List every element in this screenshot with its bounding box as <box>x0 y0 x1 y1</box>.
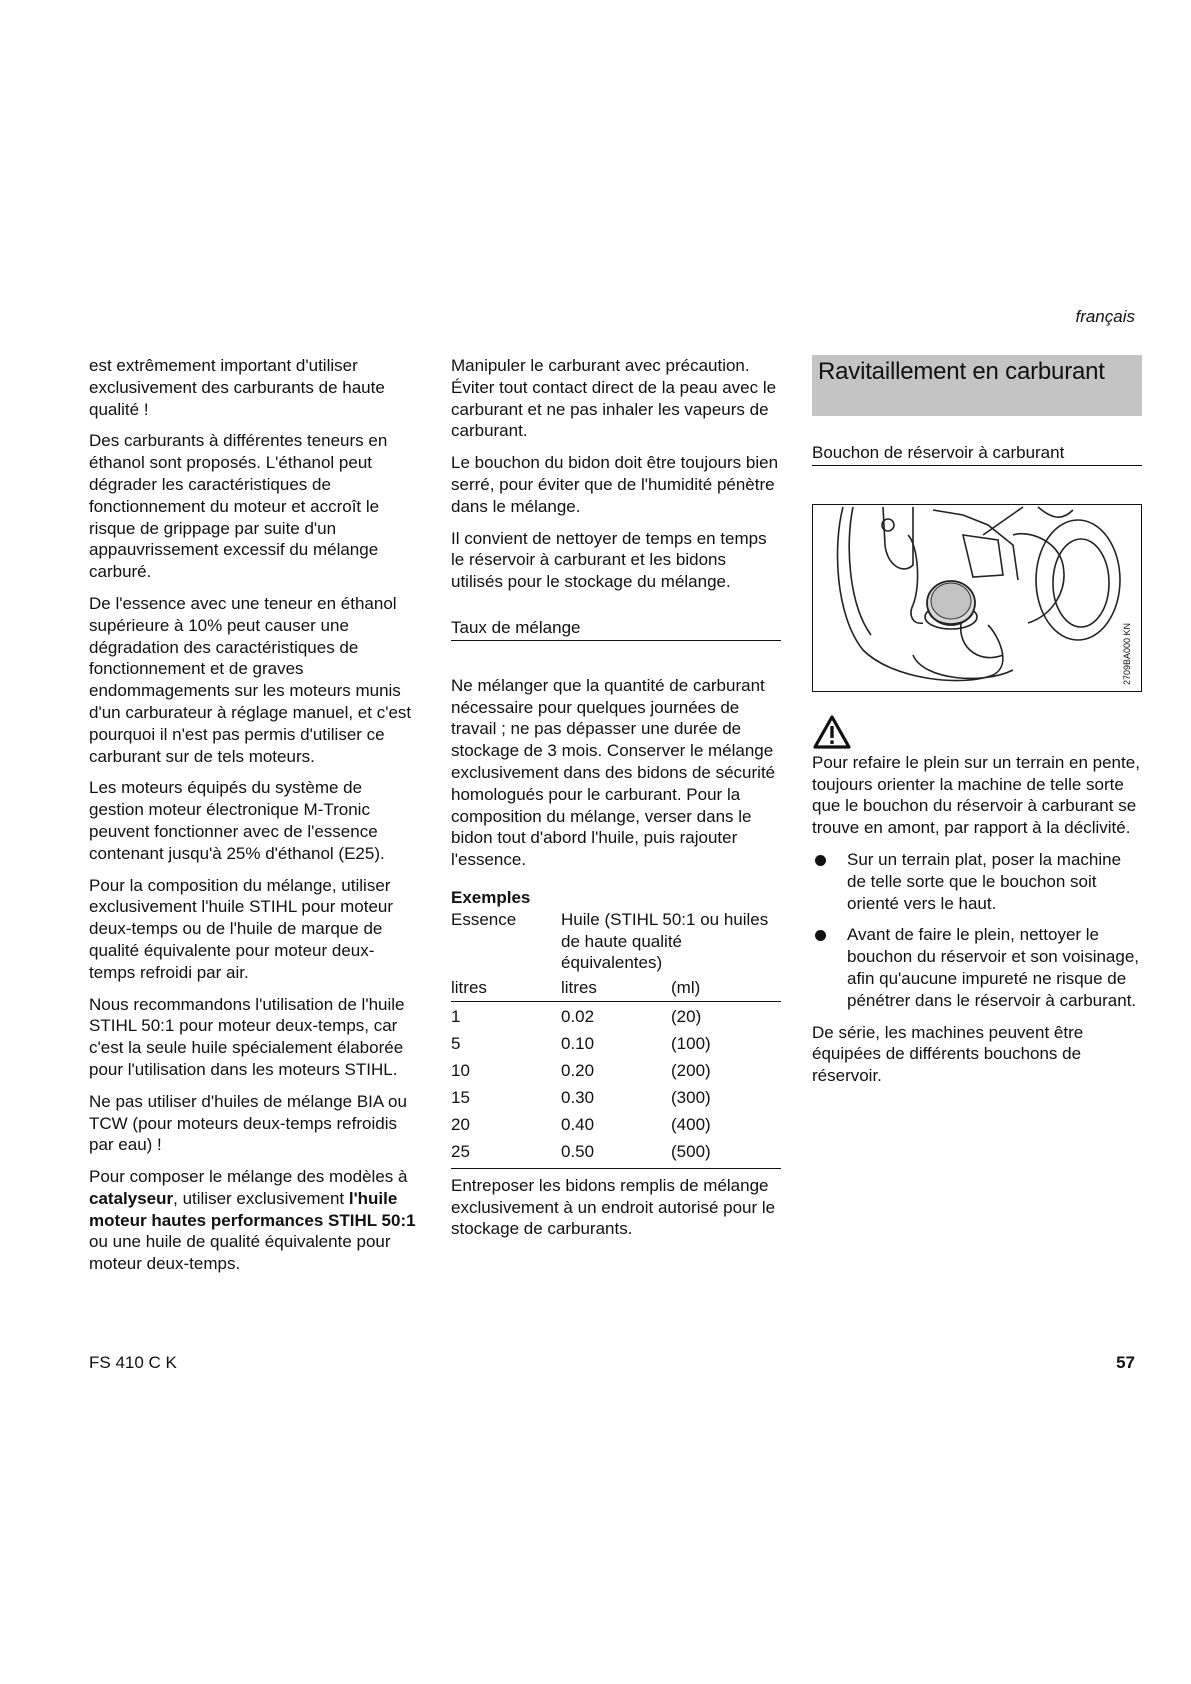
table-cell: 0.40 <box>561 1114 595 1134</box>
paragraph-closing: De série, les machines peuvent être équipées de différents bouchons de réservoir. <box>812 1022 1084 1086</box>
subheading-fuel-cap: Bouchon de réservoir à carburant <box>812 442 1142 466</box>
table-cell: (ml) <box>671 977 781 1002</box>
bullet-icon <box>815 855 826 866</box>
warning-icon <box>812 714 852 750</box>
table-cell: (500) <box>671 1141 781 1169</box>
table-cell: 0.30 <box>561 1087 595 1107</box>
table-cell: 20 <box>451 1114 470 1134</box>
table-cell: 0.50 <box>561 1141 671 1169</box>
table-cell: 10 <box>451 1060 470 1080</box>
table-cell: 15 <box>451 1087 470 1107</box>
paragraph: Il convient de nettoyer de temps en temps le réservoir à carburant et les bidons utilisés pour le stockage du mélange. <box>451 528 767 592</box>
table-cell: (100) <box>671 1033 711 1053</box>
table-row <box>451 1141 781 1169</box>
table-row <box>451 1087 781 1114</box>
table-cell: (400) <box>671 1114 711 1134</box>
bullet-text: Sur un terrain plat, poser la machine de telle sorte que le bouchon soit orienté vers le haut. <box>847 849 1122 913</box>
table-cell: (200) <box>671 1060 711 1080</box>
table-row <box>451 1033 781 1060</box>
table-head-cell: Huile (STIHL 50:1 ou huiles de haute qualité équivalentes) <box>561 909 769 973</box>
table-row <box>451 1060 781 1087</box>
language-label: français <box>1075 307 1135 326</box>
paragraph: Le bouchon du bidon doit être toujours bien serré, pour éviter que de l'humidité pénètre dans le mélange. <box>451 453 779 516</box>
text: Pour composer le mélange des modèles à <box>89 1167 408 1187</box>
table-cell: 0.20 <box>561 1060 595 1080</box>
column-right <box>812 355 1142 1097</box>
paragraph-mix: Ne mélanger que la quantité de carburant nécessaire pour quelques journées de travail ; ne pas dépasser une durée de stockage de 3 mois. Conserver le mélange exclusivement dans des bidons de sécurité homologués pour le carburant. Pour la composition du mélange, verser dans le bidon tout d'abord l'huile, puis rajouter l'essence. <box>451 675 776 870</box>
subheading-mix-ratio: Taux de mélange <box>451 617 781 641</box>
paragraph-warning: Pour refaire le plein sur un terrain en pente, toujours orienter la machine de telle sorte que le bouchon du réservoir à carburant se trouve en amont, par rapport à la déclivité. <box>812 752 1140 838</box>
table-head-cell: Essence <box>451 909 517 929</box>
page-number: 57 <box>1116 1353 1135 1372</box>
text: ou une huile de qualité équivalente pour moteur deux-temps. <box>89 1232 391 1274</box>
bullet-item <box>812 924 1142 1011</box>
table-head-row <box>451 909 781 977</box>
table-cell: 0.10 <box>561 1033 595 1053</box>
table-cell: 25 <box>451 1141 561 1169</box>
table-unit-row <box>451 977 781 1002</box>
paragraph: Des carburants à différentes teneurs en éthanol sont proposés. L'éthanol peut dégrader les caractéristiques de fonctionnement du moteur et accroît le risque de grippage par suite d'un appauvrissement excessif du mélange carburé. <box>89 431 388 582</box>
paragraph: Les moteurs équipés du système de gestion moteur électronique M-Tronic peuvent fonctionner avec de l'essence contenant jusqu'à 25% d'éthanol (E25). <box>89 778 385 863</box>
paragraph: Ne pas utiliser d'huiles de mélange BIA ou TCW (pour moteurs deux-temps refroidis par eau) ! <box>89 1091 407 1155</box>
table-cell: litres <box>451 977 561 1002</box>
table-cell: (20) <box>671 1006 702 1026</box>
bullet-item <box>812 849 1142 914</box>
figure-code: 2709BA000 KN <box>1122 622 1133 685</box>
fuel-cap-figure <box>812 504 1142 692</box>
paragraph: Pour la composition du mélange, utiliser exclusivement l'huile STIHL pour moteur deux-temps ou de l'huile de marque de qualité équivalente pour moteur deux-temps refroidi par air. <box>89 875 394 982</box>
column-left <box>89 355 419 1285</box>
paragraph-catalyst <box>89 1166 419 1275</box>
table-cell: 1 <box>451 1006 461 1026</box>
text: , utiliser exclusivement <box>173 1188 349 1208</box>
section-title: Ravitaillement en carburant <box>812 355 1142 416</box>
paragraph: De l'essence avec une teneur en éthanol supérieure à 10% peut causer une dégradation des caractéristiques de fonctionnement et de graves endommagements sur les moteurs munis d'un carburateur à réglage manuel, et c'est pourquoi il n'est pas permis d'utiliser ce carburant sur de tels moteurs. <box>89 593 412 766</box>
table-cell: 0.02 <box>561 1006 595 1026</box>
paragraph: est extrêmement important d'utiliser exclusivement des carburants de haute qualité ! <box>89 356 385 419</box>
table-row <box>451 1001 781 1033</box>
table-row <box>451 1114 781 1141</box>
paragraph: Manipuler le carburant avec précaution. Éviter tout contact direct de la peau avec le carburant et ne pas inhaler les vapeurs de carburant. <box>451 356 777 441</box>
bullet-text: Avant de faire le plein, nettoyer le bouchon du réservoir et son voisinage, afin qu'aucune impureté ne risque de pénétrer dans le réservoir à carburant. <box>847 925 1140 1010</box>
examples-title: Exemples <box>451 887 531 907</box>
table-cell: litres <box>561 977 671 1002</box>
paragraph-storage: Entreposer les bidons remplis de mélange exclusivement à un endroit autorisé pour le stockage de carburants. <box>451 1175 776 1239</box>
machine-illustration <box>813 505 1141 691</box>
mix-table <box>451 909 781 1169</box>
footer-model: FS 410 C K <box>89 1353 177 1372</box>
bold-text: catalyseur <box>89 1188 174 1208</box>
paragraph: Nous recommandons l'utilisation de l'huile STIHL 50:1 pour moteur deux-temps, car c'est la seule huile spécialement élaborée pour l'utilisation dans les moteurs STIHL. <box>89 994 405 1079</box>
bold-text: l'huile moteur hautes performances STIHL 50:1 <box>89 1188 416 1230</box>
table-cell: (300) <box>671 1087 711 1107</box>
column-middle <box>451 355 781 1250</box>
bullet-icon <box>815 930 826 941</box>
table-cell: 5 <box>451 1033 461 1053</box>
